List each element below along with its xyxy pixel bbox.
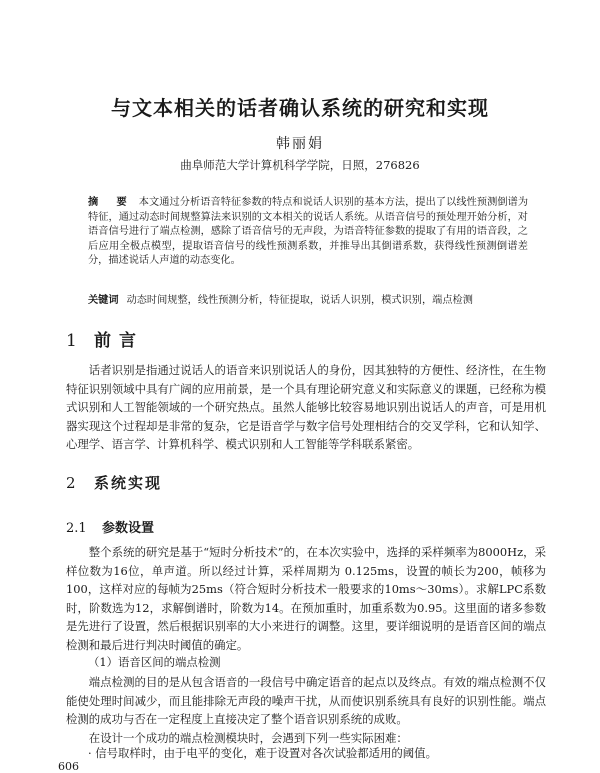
subsection-heading: （1）语音区间的端点检测 [88,655,221,669]
section-2-1-number: 2.1 [66,521,87,536]
section-1-title: 前言 [94,331,144,351]
subsection-paragraph-2: 在设计一个成功的端点检测模块时，会遇到下列一些实际困难： [88,731,408,745]
section-1-number: 1 [66,331,77,351]
bullet-item: · 信号取样时，由于电平的变化，难于设置对各次试验都适用的阈值。 [88,746,437,760]
section-1-heading [66,326,144,351]
section-2-1-title: 参数设置 [102,521,155,536]
section-2-1-heading [66,517,154,536]
section-2-heading [66,472,162,493]
keywords-label: 关键词 [88,294,119,306]
section-2-1-paragraph: 整个系统的研究是基于“短时分析技术”的，在本次实验中，选择的采样频率为8000Hz，采样位数为16位，单声道。所以经过计算，采样周期为 0.125ms，设置的帧长为200，帧移为100，这样对应的每帧为25ms（符合短时分析技术一般要求的10ms～30ms）。求解LPC系数时，阶数选为12，求解倒谱时，阶数为14。在预加重时，加重系数为0.95。这里面的诸多参数是先进行了设置，然后根据识别率的大小来进行的调整。这里，要详细说明的是语音区间的端点检测和最后进行判决时阈值的确定。 [66,545,546,652]
author-name: 韩丽娟 [276,136,324,152]
paper-title: 与文本相关的话者确认系统的研究和实现 [111,96,489,120]
abstract-label: 摘 要 [88,196,131,208]
keywords [88,293,528,308]
section-1-paragraph: 话者识别是指通过说话人的语音来识别说话人的身份，因其独特的方便性、经济性，在生物特征识别领域中具有广阔的应用前景，是一个具有理论研究意义和实际意义的课题，已经称为模式识别和人工智能领域的一个研究热点。虽然人能够比较容易地识别出说话人的声音，可是用机器实现这个过程却是非常的复杂，它是语音学与数字信号处理相结合的交叉学科，它和认知学、心理学、语言学、计算机科学、模式识别和人工智能等学科联系紧密。 [66,363,546,452]
section-2-number: 2 [66,474,76,492]
author-affiliation: 曲阜师范大学计算机科学学院，日照，276826 [180,158,420,172]
page-number: 606 [58,760,79,773]
abstract-text: 本文通过分析语音特征参数的特点和说话人识别的基本方法，提出了以线性预测倒谱为特征，通过动态时间规整算法来识别的文本相关的说话人系统。从语音信号的预处理开始分析，对语音信号进行了端点检测，感除了语音信号的无声段，为语音特征参数的提取了有用的语音段，之后应用全极点模型，提取语音信号的线性预测系数，并推导出其倒谱系数，获得线性预测倒谱差分，描述说话人声道的动态变化。 [88,197,529,266]
abstract [88,195,528,269]
keywords-text: 动态时间规整，线性预测分析，特征提取，说话人识别，模式识别，端点检测 [126,295,473,306]
subsection-paragraph-1: 端点检测的目的是从包含语音的一段信号中确定语音的起点以及终点。有效的端点检测不仅能使处理时间减少，而且能排除无声段的噪声干扰，从而使识别系统具有良好的识别性能。端点检测的成功与否在一定程度上直接决定了整个语音识别系统的成败。 [66,675,546,727]
section-2-title: 系统实现 [94,474,163,492]
